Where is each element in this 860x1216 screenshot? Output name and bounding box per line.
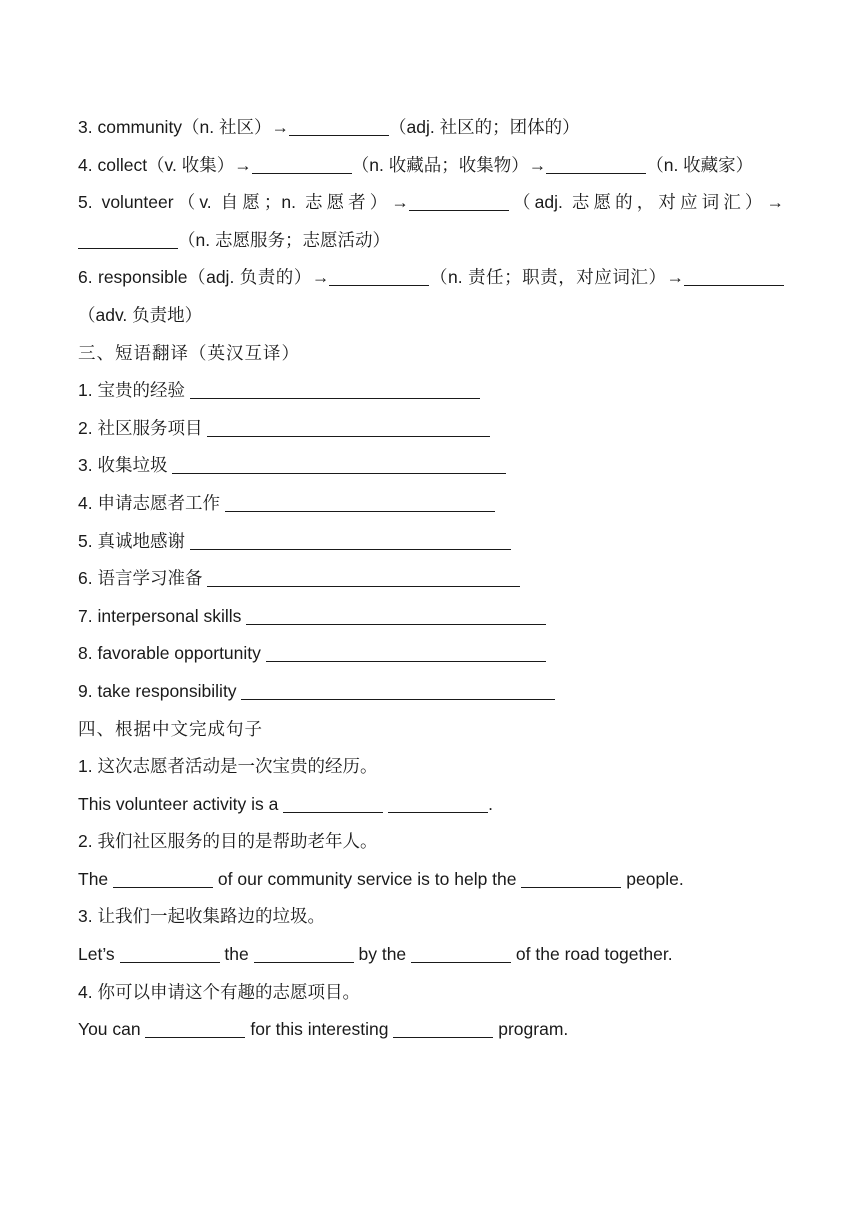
word-form-item-4 bbox=[78, 147, 784, 185]
sentence-en-2 bbox=[78, 861, 784, 899]
answer-blank[interactable] bbox=[120, 944, 220, 963]
word-form-item-3 bbox=[78, 109, 784, 147]
word-form-text: 3. community（n. 社区）→ bbox=[78, 117, 290, 137]
phrase-text: 4. 申请志愿者工作 bbox=[78, 492, 220, 513]
answer-blank[interactable] bbox=[289, 117, 389, 136]
sentence-cn-1: 1. 这次志愿者活动是一次宝贵的经历。 bbox=[78, 756, 378, 777]
phrase-text: 7. interpersonal skills bbox=[78, 605, 242, 626]
phrase-item-8 bbox=[78, 635, 784, 673]
phrase-item-5 bbox=[78, 523, 784, 561]
answer-blank[interactable] bbox=[190, 531, 511, 550]
answer-blank[interactable] bbox=[329, 267, 429, 286]
answer-blank[interactable] bbox=[225, 493, 495, 512]
phrase-text: 6. 语言学习准备 bbox=[78, 568, 203, 589]
sentence-text: for this interesting bbox=[250, 1019, 389, 1040]
sentence-text: You can bbox=[78, 1019, 141, 1040]
answer-blank[interactable] bbox=[252, 155, 352, 174]
answer-blank[interactable] bbox=[546, 155, 646, 174]
sentence-en-4 bbox=[78, 1011, 784, 1049]
answer-blank[interactable] bbox=[113, 869, 213, 888]
sentence-en-1 bbox=[78, 786, 784, 824]
phrase-item-6 bbox=[78, 560, 784, 598]
answer-blank[interactable] bbox=[411, 944, 511, 963]
phrase-text: 9. take responsibility bbox=[78, 680, 237, 701]
phrase-text: 5. 真诚地感谢 bbox=[78, 530, 185, 551]
phrase-item-2 bbox=[78, 410, 784, 448]
answer-blank[interactable] bbox=[393, 1019, 493, 1038]
answer-blank[interactable] bbox=[78, 230, 178, 249]
word-form-text: 6. responsible（adj. 负责的）→ bbox=[78, 267, 330, 288]
sentence-text: of our community service is to help the bbox=[217, 868, 517, 889]
word-form-text: （adv. 负责地） bbox=[78, 304, 203, 325]
section-title: 三、短语翻译（英汉互译） bbox=[78, 342, 300, 363]
sentence-text: the bbox=[224, 944, 249, 965]
phrase-text: 3. 收集垃圾 bbox=[78, 455, 168, 476]
word-form-text: （n. 责任；职责，对应词汇）→ bbox=[429, 267, 684, 288]
sentence-cn-2: 2. 我们社区服务的目的是帮助老年人。 bbox=[78, 831, 378, 852]
phrase-item-3 bbox=[78, 447, 784, 485]
word-form-item-6 bbox=[78, 259, 784, 334]
sentence-text: Let’s bbox=[78, 944, 115, 965]
phrase-item-4 bbox=[78, 485, 784, 523]
answer-blank[interactable] bbox=[246, 606, 546, 625]
answer-blank[interactable] bbox=[283, 794, 383, 813]
phrase-text: 1. 宝贵的经验 bbox=[78, 380, 185, 401]
phrase-item-1 bbox=[78, 372, 784, 410]
word-form-text: （adj. 社区的；团体的） bbox=[389, 117, 580, 137]
sentence-cn-3: 3. 让我们一起收集路边的垃圾。 bbox=[78, 906, 325, 927]
word-form-text: （n. 收藏家） bbox=[646, 154, 754, 175]
phrase-item-7 bbox=[78, 598, 784, 636]
answer-blank[interactable] bbox=[241, 681, 555, 700]
phrase-text: 8. favorable opportunity bbox=[78, 643, 261, 664]
answer-blank[interactable] bbox=[145, 1019, 245, 1038]
word-form-text: （n. 志愿服务；志愿活动） bbox=[178, 229, 390, 250]
phrase-text: 2. 社区服务项目 bbox=[78, 417, 203, 438]
sentence-text: The bbox=[78, 868, 109, 889]
sentence-text: of the road together. bbox=[515, 944, 673, 965]
word-form-text: （adj. 志愿的，对应词汇）→ bbox=[508, 192, 784, 213]
word-form-item-5 bbox=[78, 184, 784, 259]
answer-blank[interactable] bbox=[388, 794, 488, 813]
answer-blank[interactable] bbox=[684, 267, 784, 286]
answer-blank[interactable] bbox=[190, 380, 480, 399]
word-form-text: （n. 收藏品；收集物）→ bbox=[351, 154, 547, 175]
sentence-text: . bbox=[488, 793, 493, 814]
answer-blank[interactable] bbox=[409, 192, 509, 211]
answer-blank[interactable] bbox=[207, 418, 490, 437]
answer-blank[interactable] bbox=[207, 568, 520, 587]
word-form-text: 4. collect（v. 收集）→ bbox=[78, 154, 252, 175]
word-form-text: 5. volunteer（v. 自愿；n. 志愿者）→ bbox=[78, 192, 409, 213]
worksheet-content bbox=[78, 109, 784, 1049]
answer-blank[interactable] bbox=[521, 869, 621, 888]
sentence-text: people. bbox=[626, 868, 684, 889]
sentence-en-3 bbox=[78, 936, 784, 974]
answer-blank[interactable] bbox=[254, 944, 354, 963]
phrase-item-9 bbox=[78, 673, 784, 711]
sentence-cn-4: 4. 你可以申请这个有趣的志愿项目。 bbox=[78, 981, 360, 1002]
sentence-text: This volunteer activity is a bbox=[78, 793, 279, 814]
answer-blank[interactable] bbox=[266, 643, 546, 662]
sentence-text: program. bbox=[498, 1019, 569, 1040]
sentence-text: by the bbox=[358, 944, 407, 965]
answer-blank[interactable] bbox=[172, 455, 506, 474]
section-title: 四、根据中文完成句子 bbox=[78, 718, 263, 739]
